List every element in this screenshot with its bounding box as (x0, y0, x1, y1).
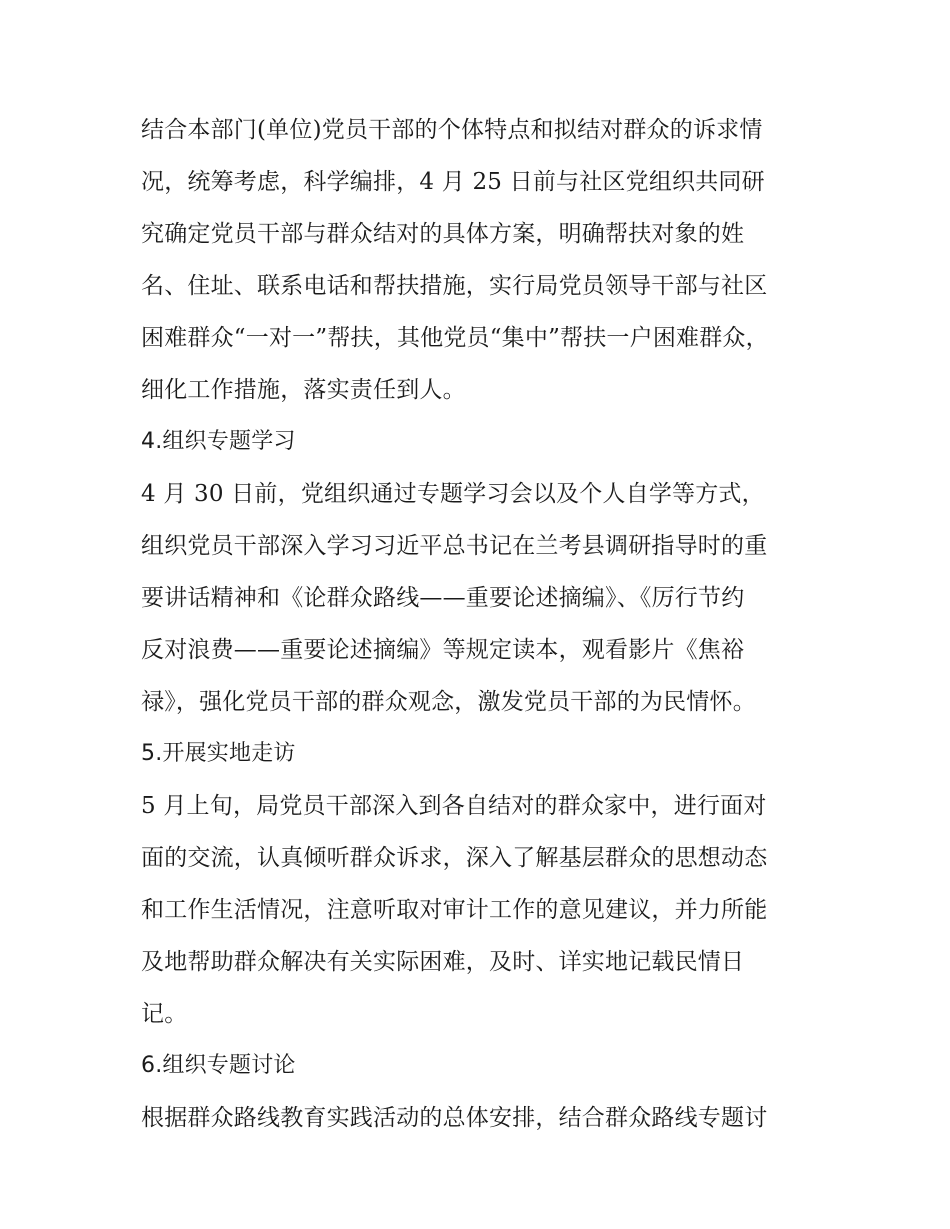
body-text-line: 细化工作措施，落实责任到人。 (141, 377, 466, 403)
body-text-line: 况，统筹考虑，科学编排，4 月 25 日前与社区党组织共同研 (141, 169, 765, 195)
body-text-line: 结合本部门(单位)党员干部的个体特点和拟结对群众的诉求情 (141, 117, 763, 143)
body-text-line: 名、住址、联系电话和帮扶措施，实行局党员领导干部与社区 (141, 273, 768, 299)
body-text-line: 反对浪费——重要论述摘编》等规定读本，观看影片《焦裕 (141, 637, 745, 663)
body-text-line: 和工作生活情况，注意听取对审计工作的意见建议，并力所能 (141, 897, 768, 923)
body-text-line: 及地帮助群众解决有关实际困难，及时、详实地记载民情日 (141, 949, 745, 975)
body-text-line: 4 月 30 日前，党组织通过专题学习会以及个人自学等方式， (141, 481, 765, 507)
body-text-line: 禄》，强化党员干部的群众观念，激发党员干部的为民情怀。 (141, 689, 756, 715)
body-text-line: 究确定党员干部与群众结对的具体方案，明确帮扶对象的姓 (141, 221, 745, 247)
body-text-line: 要讲话精神和《论群众路线——重要论述摘编》、《厉行节约 (141, 585, 745, 611)
body-text-line: 记。 (141, 1001, 188, 1027)
body-text-line: 5 月上旬，局党员干部深入到各自结对的群众家中，进行面对 (141, 793, 767, 819)
body-text-line: 困难群众“一对一”帮扶，其他党员“集中”帮扶一户困难群众， (141, 325, 769, 351)
body-text-line: 根据群众路线教育实践活动的总体安排，结合群众路线专题讨 (141, 1105, 768, 1131)
section-heading-visit: 5.开展实地走访 (141, 741, 296, 766)
section-heading-study: 4.组织专题学习 (141, 429, 296, 454)
body-text-line: 面的交流，认真倾听群众诉求，深入了解基层群众的思想动态 (141, 845, 768, 871)
section-heading-discussion: 6.组织专题讨论 (141, 1053, 296, 1078)
body-text-line: 组织党员干部深入学习习近平总书记在兰考县调研指导时的重 (141, 533, 768, 559)
